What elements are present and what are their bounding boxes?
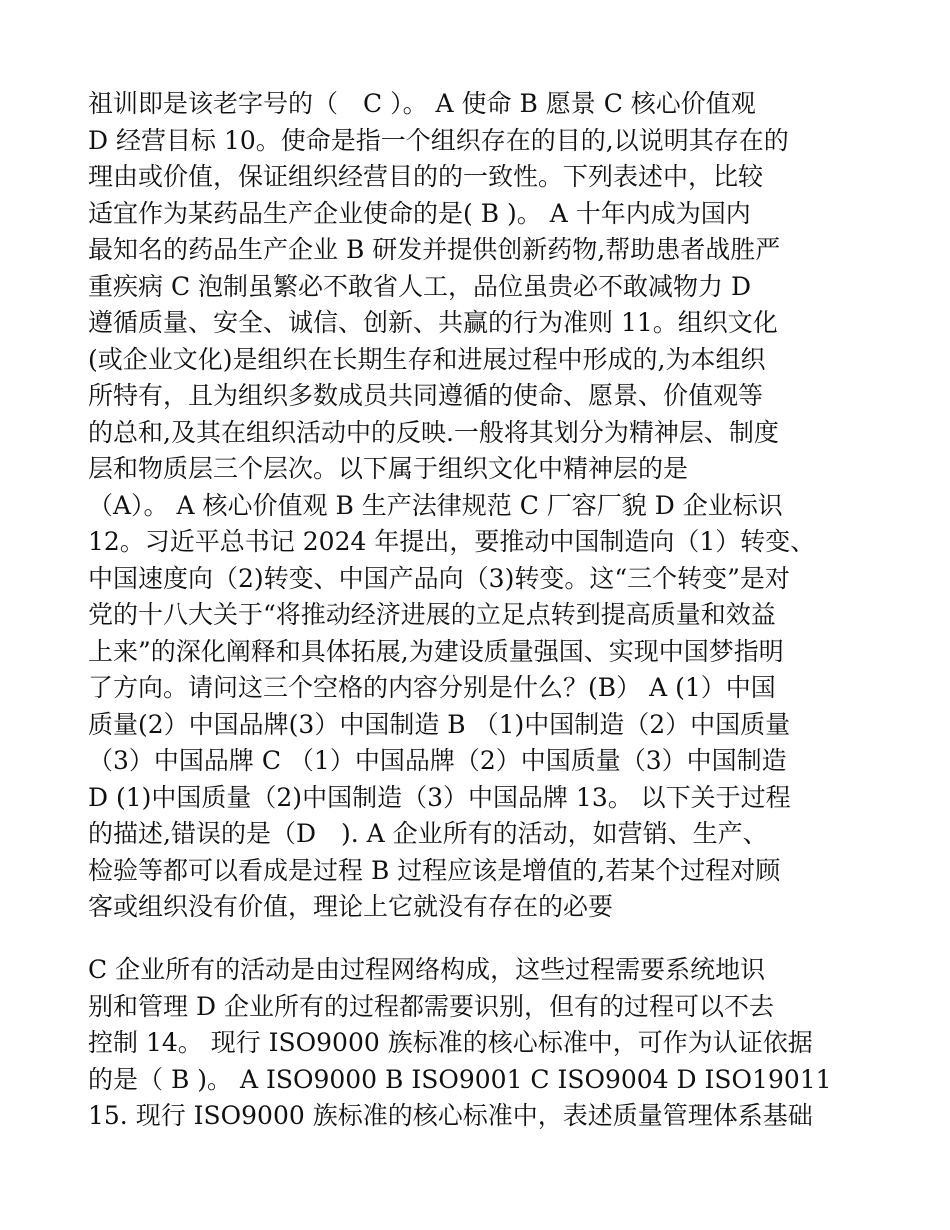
text-line: 别和管理 D 企业所有的过程都需要识别，但有的过程可以不去 [88, 991, 774, 1021]
text-line: 的描述,错误的是（D ). A 企业所有的活动，如营销、生产、 [88, 819, 768, 848]
text-line: 祖训即是该老字号的（ C ）。 A 使命 B 愿景 C 核心价值观 [88, 89, 756, 118]
text-line: 适宜作为某药品生产企业使命的是( B )。 A 十年内成为国内 [88, 198, 751, 228]
text-line: 理由或价值，保证组织经营目的的一致性。下列表述中，比较 [88, 162, 764, 191]
text-line: 层和物质层三个层次。以下属于组织文化中精神层的是 [88, 454, 689, 483]
text-line: 的是（ B )。 A ISO9000 B ISO9001 C ISO9004 D ISO19011 [88, 1064, 832, 1094]
text-line: 12。习近平总书记 2024 年提出，要推动中国制造向（1）转变、 [88, 527, 816, 556]
text-line: (或企业文化)是组织在长期生存和进展过程中形成的,为本组织 [88, 344, 766, 374]
text-line: 遵循质量、安全、诚信、创新、共赢的行为准则 11。组织文化 [88, 308, 778, 337]
text-line: 所特有，且为组织多数成员共同遵循的使命、愿景、价值观等 [88, 381, 764, 410]
paragraph-questions-13-15 [88, 952, 868, 1135]
text-line: 控制 14。 现行 ISO9000 族标准的核心标准中，可作为认证依据 [88, 1028, 813, 1057]
text-line: （3）中国品牌 C （1）中国品牌（2）中国质量（3）中国制造 [88, 746, 787, 775]
text-line: 了方向。请问这三个空格的内容分别是什么？(B） A (1）中国 [88, 673, 776, 702]
text-line: 中国速度向（2)转变、中国产品向（3)转变。这“三个转变”是对 [88, 563, 790, 593]
text-line: 的总和,及其在组织活动中的反映.一般将其划分为精神层、制度 [88, 417, 779, 447]
text-line: 重疾病 C 泡制虽繁必不敢省人工，品位虽贵必不敢减物力 D [88, 271, 752, 301]
text-line: D (1)中国质量（2)中国制造（3）中国品牌 13。 以下关于过程 [88, 782, 791, 812]
paragraph-questions-9-13 [88, 86, 868, 926]
text-line: 党的十八大关于“将推动经济进展的立足点转到提高质量和效益 [88, 600, 776, 629]
text-line: （A）。 A 核心价值观 B 生产法律规范 C 厂容厂貌 D 企业标识 [88, 490, 783, 520]
text-line: C 企业所有的活动是由过程网络构成，这些过程需要系统地识 [88, 955, 766, 984]
text-line: 客或组织没有价值，理论上它就没有存在的必要 [88, 892, 614, 921]
text-line: 质量(2）中国品牌(3）中国制造 B （1)中国制造（2）中国质量 [88, 709, 791, 739]
text-line: 检验等都可以看成是过程 B 过程应该是增值的,若某个过程对顾 [88, 855, 781, 885]
text-line: 最知名的药品生产企业 B 研发并提供创新药物,帮助患者战胜严 [88, 235, 781, 264]
text-line: 15. 现行 ISO9000 族标准的核心标准中，表述质量管理体系基础 [88, 1101, 813, 1130]
text-line: D 经营目标 10。使命是指一个组织存在的目的,以说明其存在的 [88, 125, 789, 155]
text-line: 上来”的深化阐释和具体拓展,为建设质量强国、实现中国梦指明 [88, 636, 784, 666]
